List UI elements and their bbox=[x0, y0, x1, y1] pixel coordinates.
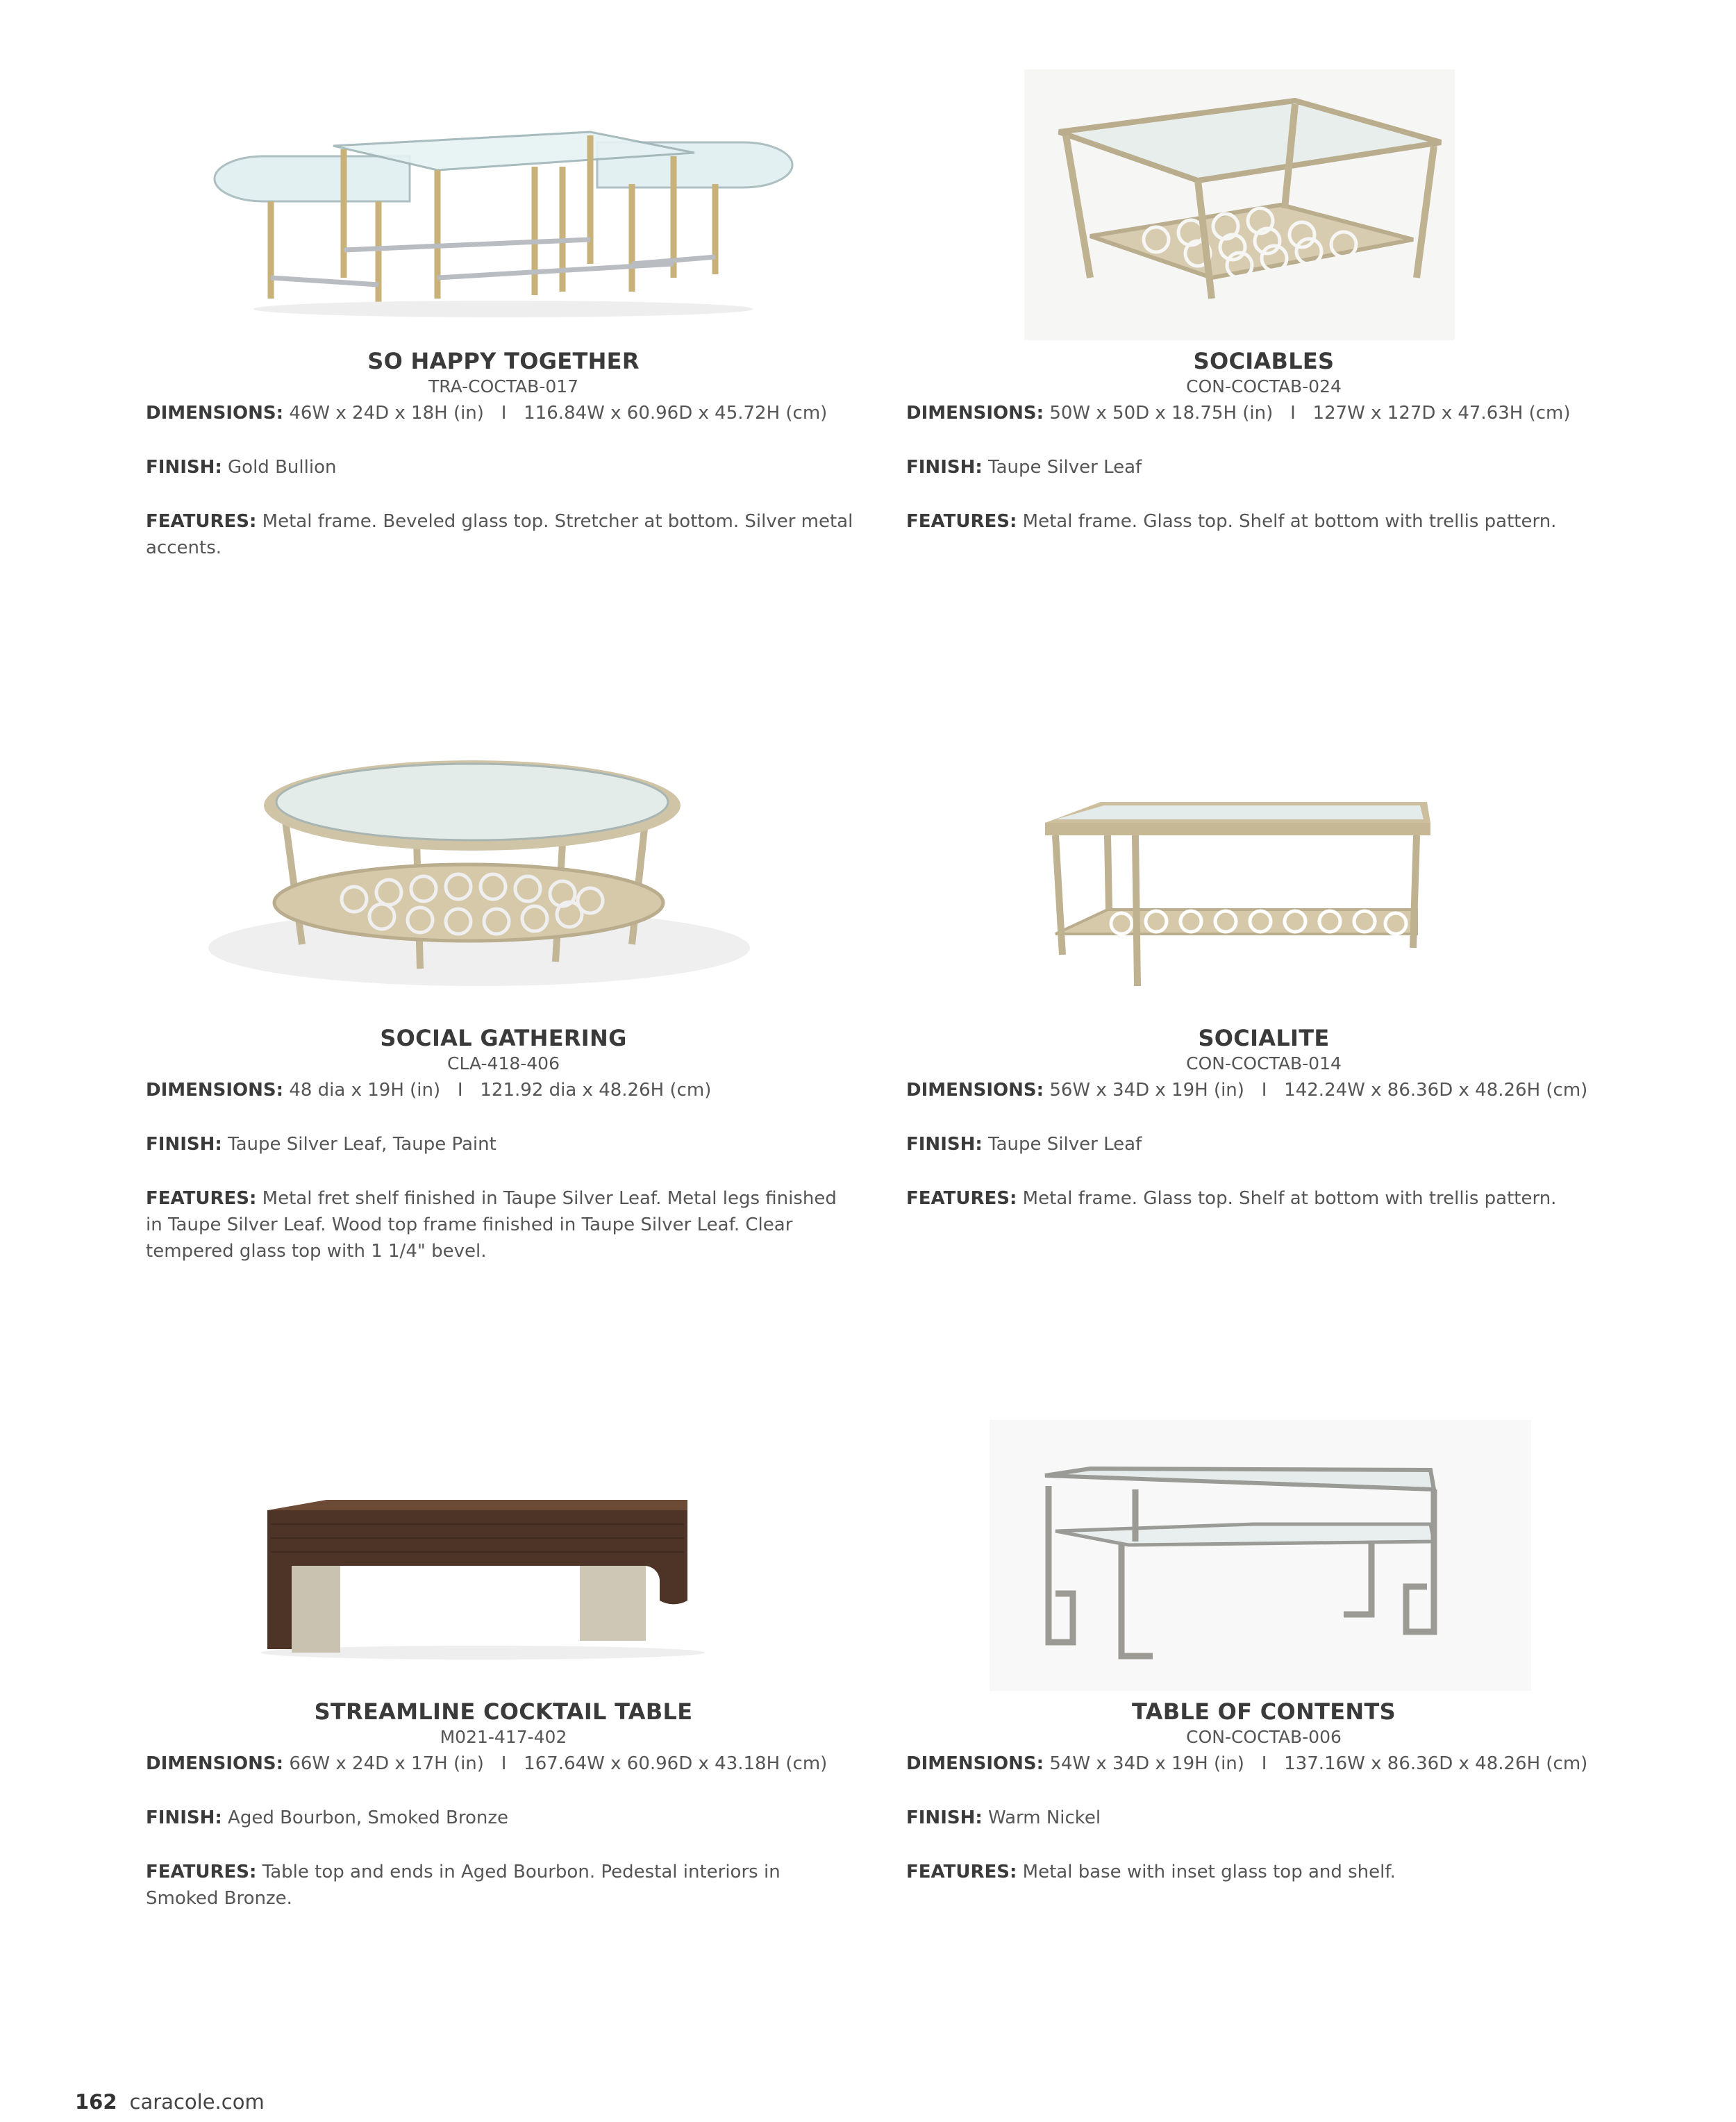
features-label: FEATURES: bbox=[906, 1188, 1017, 1209]
finish-row bbox=[906, 1131, 1621, 1158]
features-row bbox=[906, 508, 1621, 535]
features-line: Table top and ends in Aged Bourbon. Pedestal interiors in bbox=[262, 1862, 781, 1882]
finish-value: Gold Bullion bbox=[228, 457, 337, 478]
features-label: FEATURES: bbox=[146, 1188, 257, 1209]
product-photo-social-gathering bbox=[146, 746, 861, 1024]
product-info bbox=[906, 1698, 1621, 1885]
dimensions-row bbox=[146, 400, 861, 426]
page-footer bbox=[75, 2090, 265, 2114]
product-sku: M021-417-402 bbox=[440, 1727, 567, 1747]
finish-label: FINISH: bbox=[146, 1134, 222, 1155]
product-sku: CON-COCTAB-024 bbox=[1186, 376, 1342, 396]
finish-value: Taupe Silver Leaf bbox=[988, 1134, 1142, 1155]
oval-table-illustration bbox=[146, 746, 861, 1024]
streamline-table-illustration bbox=[146, 1420, 861, 1698]
rectangular-table-illustration bbox=[906, 746, 1621, 1024]
product-title: SOCIALITE bbox=[1198, 1025, 1330, 1051]
dimensions-label: DIMENSIONS: bbox=[146, 403, 284, 424]
features-row bbox=[146, 1185, 861, 1212]
features-line: Metal frame. Glass top. Shelf at bottom with trellis pattern. bbox=[1022, 1188, 1557, 1209]
dimensions-row bbox=[146, 1751, 861, 1777]
features-line: Metal fret shelf finished in Taupe Silver Leaf. Metal legs finished bbox=[262, 1188, 837, 1209]
features-line: Metal frame. Beveled glass top. Stretcher at bottom. Silver metal bbox=[262, 511, 853, 532]
product-title: STREAMLINE COCKTAIL TABLE bbox=[314, 1698, 693, 1725]
dimensions-value: 50W x 50D x 18.75H (in) I 127W x 127D x 47.63H (cm) bbox=[1049, 403, 1571, 424]
product-sku: CON-COCTAB-014 bbox=[1186, 1053, 1342, 1073]
product-photo-sociables bbox=[906, 69, 1621, 347]
product-title: SOCIABLES bbox=[1193, 348, 1335, 374]
site-link[interactable]: caracole.com bbox=[129, 2090, 265, 2114]
finish-row bbox=[146, 1805, 861, 1831]
features-line: accents. bbox=[146, 537, 222, 558]
features-row bbox=[146, 1859, 861, 1885]
table-of-contents-illustration bbox=[906, 1420, 1621, 1698]
features-label: FEATURES: bbox=[906, 1862, 1017, 1882]
finish-value: Taupe Silver Leaf bbox=[988, 457, 1142, 478]
dimensions-value: 46W x 24D x 18H (in) I 116.84W x 60.96D x 45.72H (cm) bbox=[289, 403, 828, 424]
dimensions-row bbox=[906, 400, 1621, 426]
product-photo-streamline bbox=[146, 1420, 861, 1698]
product-info bbox=[146, 1024, 861, 1264]
finish-value: Warm Nickel bbox=[988, 1807, 1101, 1828]
nesting-tables-illustration bbox=[146, 69, 861, 347]
product-title: SOCIAL GATHERING bbox=[380, 1025, 627, 1051]
finish-row bbox=[906, 1805, 1621, 1831]
page-number: 162 bbox=[75, 2090, 117, 2114]
features-line: Metal frame. Glass top. Shelf at bottom with trellis pattern. bbox=[1022, 511, 1557, 532]
features-line: Smoked Bronze. bbox=[146, 1888, 292, 1909]
features-row bbox=[906, 1185, 1621, 1212]
product-sku: CON-COCTAB-006 bbox=[1186, 1727, 1342, 1747]
product-photo-socialite bbox=[906, 746, 1621, 1024]
dimensions-label: DIMENSIONS: bbox=[906, 403, 1044, 424]
finish-value: Aged Bourbon, Smoked Bronze bbox=[228, 1807, 509, 1828]
features-label: FEATURES: bbox=[146, 511, 257, 532]
dimensions-value: 56W x 34D x 19H (in) I 142.24W x 86.36D x 48.26H (cm) bbox=[1049, 1080, 1588, 1101]
product-info bbox=[146, 347, 861, 561]
finish-label: FINISH: bbox=[146, 457, 222, 478]
finish-row bbox=[906, 454, 1621, 481]
dimensions-label: DIMENSIONS: bbox=[906, 1080, 1044, 1101]
dimensions-row bbox=[146, 1077, 861, 1103]
product-sku: CLA-418-406 bbox=[447, 1053, 560, 1073]
product-info bbox=[906, 1024, 1621, 1212]
product-photo-table-of-contents bbox=[906, 1420, 1621, 1698]
finish-label: FINISH: bbox=[906, 457, 983, 478]
dimensions-row bbox=[906, 1077, 1621, 1103]
finish-row bbox=[146, 454, 861, 481]
finish-label: FINISH: bbox=[146, 1807, 222, 1828]
finish-value: Taupe Silver Leaf, Taupe Paint bbox=[228, 1134, 496, 1155]
dimensions-value: 66W x 24D x 17H (in) I 167.64W x 60.96D x 43.18H (cm) bbox=[289, 1753, 828, 1774]
features-label: FEATURES: bbox=[146, 1862, 257, 1882]
product-title: SO HAPPY TOGETHER bbox=[367, 348, 640, 374]
product-info bbox=[906, 347, 1621, 535]
finish-row bbox=[146, 1131, 861, 1158]
features-label: FEATURES: bbox=[906, 511, 1017, 532]
features-line: Metal base with inset glass top and shelf. bbox=[1022, 1862, 1396, 1882]
dimensions-value: 48 dia x 19H (in) I 121.92 dia x 48.26H (cm) bbox=[289, 1080, 712, 1101]
dimensions-label: DIMENSIONS: bbox=[146, 1080, 284, 1101]
dimensions-row bbox=[906, 1751, 1621, 1777]
finish-label: FINISH: bbox=[906, 1134, 983, 1155]
dimensions-label: DIMENSIONS: bbox=[906, 1753, 1044, 1774]
product-sku: TRA-COCTAB-017 bbox=[428, 376, 579, 396]
product-title: TABLE OF CONTENTS bbox=[1131, 1698, 1396, 1725]
features-row bbox=[906, 1859, 1621, 1885]
product-info bbox=[146, 1698, 861, 1912]
features-row bbox=[146, 508, 861, 535]
dimensions-label: DIMENSIONS: bbox=[146, 1753, 284, 1774]
dimensions-value: 54W x 34D x 19H (in) I 137.16W x 86.36D x 48.26H (cm) bbox=[1049, 1753, 1588, 1774]
features-line: in Taupe Silver Leaf. Wood top frame finished in Taupe Silver Leaf. Clear bbox=[146, 1214, 793, 1235]
features-line: tempered glass top with 1 1/4" bevel. bbox=[146, 1241, 487, 1262]
square-table-illustration bbox=[906, 69, 1621, 347]
product-photo-so-happy-together bbox=[146, 69, 861, 347]
finish-label: FINISH: bbox=[906, 1807, 983, 1828]
